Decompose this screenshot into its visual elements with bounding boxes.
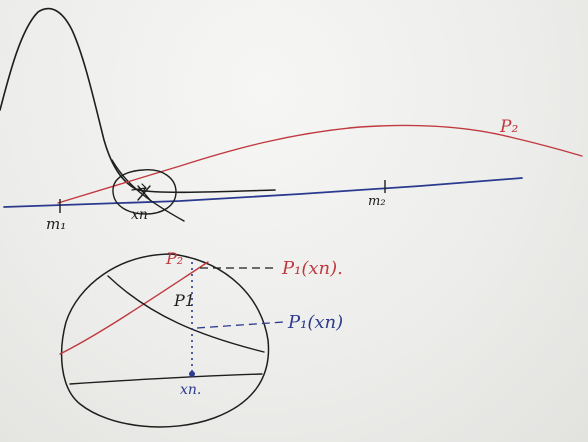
label-xn-top: xn — [131, 207, 148, 223]
distribution-p2-curve — [58, 125, 582, 203]
distribution-p1-curve — [0, 9, 275, 193]
leader-line-lower — [197, 322, 284, 328]
label-xn-bottom: xn. — [180, 382, 202, 398]
label-m1: m₁ — [46, 215, 67, 233]
number-line-axis — [4, 178, 522, 207]
label-p1-xn-upper: P₁(xn). — [282, 258, 343, 279]
decision-circle — [62, 254, 269, 427]
label-p2-circle: P₂ — [166, 249, 184, 268]
label-p1-circle: P1 — [174, 291, 195, 310]
horizontal-chord — [70, 374, 262, 384]
xn-point — [189, 371, 195, 377]
black-boundary-line — [108, 276, 264, 352]
label-p1-xn-lower: P₁(xn) — [288, 312, 344, 333]
label-p2-top: P₂ — [500, 117, 519, 137]
label-m2: m₂ — [368, 194, 386, 209]
